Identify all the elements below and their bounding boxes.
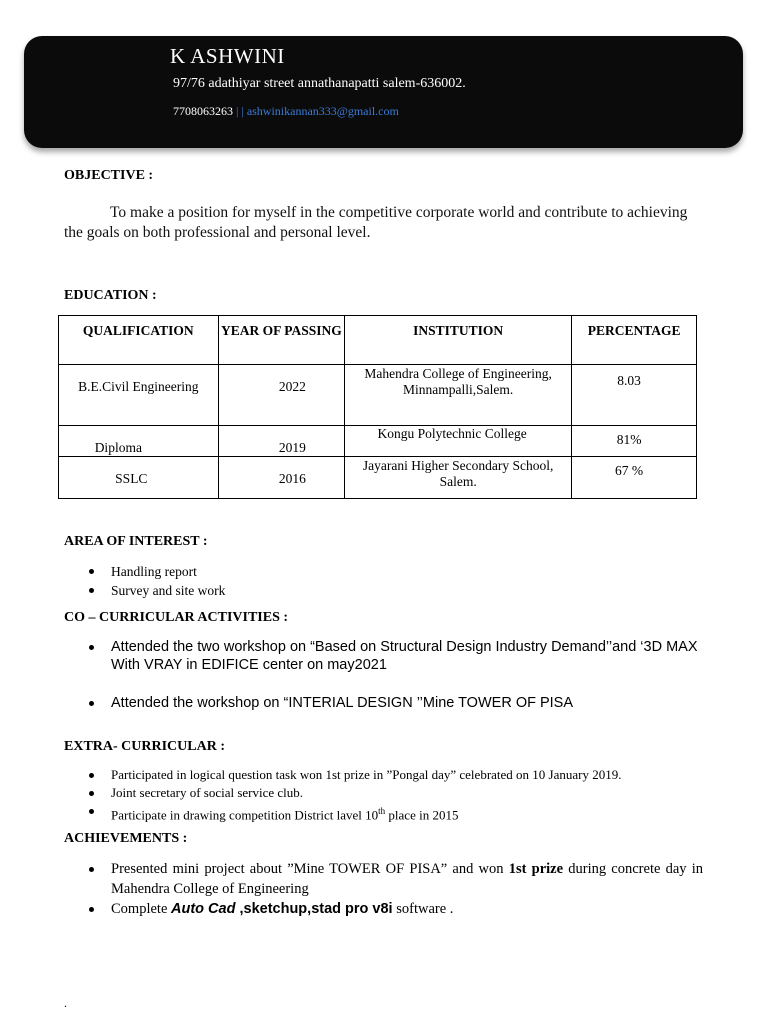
achievement-text: Presented mini project about ”Mine TOWER OF PISA” and won <box>111 861 509 877</box>
education-heading: EDUCATION : <box>64 288 157 303</box>
list-item: Participated in logical question task won 1st prize in ”Pongal day” celebrated on 10 January 2019. <box>0 766 621 784</box>
objective-body: To make a position for myself in the competitive corporate world and contribute to achieving the goals on both professional and personal level. <box>64 204 688 241</box>
email-link[interactable]: ashwinikannan333@gmail.com <box>246 104 399 118</box>
table-row <box>59 365 697 426</box>
qualification-cell: SSLC <box>59 457 219 499</box>
list-item <box>0 694 703 712</box>
table-row <box>59 457 697 499</box>
competition-text: Participate in drawing competition District lavel 10 <box>111 807 379 823</box>
footer-mark: . <box>64 996 67 1010</box>
software-autocad: Auto Cad <box>171 901 236 917</box>
list-item <box>0 802 621 824</box>
percentage-cell: 67 % <box>572 457 697 499</box>
interest-heading: AREA OF INTEREST : <box>64 534 208 549</box>
list-item: Joint secretary of social service club. <box>0 784 621 802</box>
achievement-highlight: 1st prize <box>508 861 564 877</box>
institution-cell: Mahendra College of Engineering, Minnampalli,Salem. <box>345 365 572 426</box>
institution-cell: Jayarani Higher Secondary School, Salem. <box>345 457 572 499</box>
list-item: Handling report <box>0 562 225 581</box>
list-item: Survey and site work <box>0 581 225 600</box>
objective-heading: OBJECTIVE : <box>64 168 154 183</box>
percentage-cell: 81% <box>572 426 697 457</box>
institution-cell: Kongu Polytechnic College <box>345 426 572 457</box>
phone-number: 7708063263 <box>173 104 233 118</box>
candidate-name: K ASHWINI <box>170 44 285 68</box>
year-cell: 2019 <box>218 426 344 457</box>
column-header-institution: INSTITUTION <box>345 316 572 365</box>
year-cell: 2022 <box>218 365 344 426</box>
education-table <box>58 315 697 499</box>
software-end: software . <box>392 901 454 917</box>
workshop-text: Attended the two workshop on “Based on Structural Design Industry Demand’’and ‘3D MAX With VRAY in EDIFICE center on may2021 <box>111 639 698 673</box>
achievement-text-end: during concrete day in Mahendra College of Engineering <box>111 861 704 897</box>
workshop-text: Attended the workshop on “INTERIAL DESIGN ’’Mine TOWER OF PISA <box>111 695 574 711</box>
software-intro: Complete <box>111 901 172 917</box>
list-item <box>0 859 703 899</box>
competition-text-end: place in 2015 <box>385 807 459 823</box>
extracurricular-heading: EXTRA- CURRICULAR : <box>64 739 225 754</box>
table-header-row <box>59 316 697 365</box>
extracurricular-list <box>0 766 621 824</box>
achievements-list <box>0 859 703 919</box>
cocurricular-list <box>0 638 703 712</box>
address: 97/76 adathiyar street annathanapatti salem-636002. <box>173 76 466 91</box>
resume-header <box>24 36 743 148</box>
ordinal-suffix: th <box>378 806 386 816</box>
column-header-year: YEAR OF PASSING <box>218 316 344 365</box>
percentage-cell: 8.03 <box>572 365 697 426</box>
list-item <box>0 638 703 674</box>
qualification-cell: B.E.Civil Engineering <box>59 365 219 426</box>
cocurricular-heading: CO – CURRICULAR ACTIVITIES : <box>64 610 289 625</box>
software-others: ,sketchup,stad pro v8i <box>235 901 393 917</box>
contact-line <box>173 104 399 119</box>
list-item <box>0 899 703 919</box>
column-header-percentage: PERCENTAGE <box>572 316 697 365</box>
achievements-heading: ACHIEVEMENTS : <box>64 831 188 846</box>
year-cell: 2016 <box>218 457 344 499</box>
qualification-cell: Diploma <box>59 426 219 457</box>
contact-separator: | | <box>236 104 244 118</box>
objective-text <box>64 203 704 243</box>
column-header-qualification: QUALIFICATION <box>59 316 219 365</box>
interest-list <box>0 562 225 600</box>
table-row <box>59 426 697 457</box>
